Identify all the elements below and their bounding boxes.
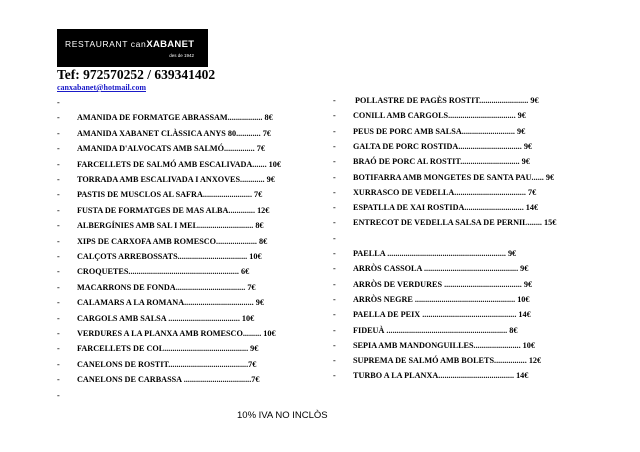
bullet-dash: - <box>57 298 60 308</box>
menu-item <box>333 186 536 200</box>
bullet-dash: - <box>333 371 336 381</box>
bullet-dash: - <box>57 267 60 277</box>
menu-item <box>57 127 271 141</box>
menu-item <box>57 96 77 110</box>
menu-item-text: CALÇOTS ARREBOSSATS.................................. 10€ <box>77 252 262 261</box>
phone-numbers: Tef: 972570252 / 639341402 <box>57 67 216 82</box>
menu-item-text: AMANIDA DE FORMATGE ABRASSAM................. 8€ <box>77 113 273 123</box>
menu-item <box>57 281 256 295</box>
menu-item-text: ENTRECOT DE VEDELLA SALSA DE PERNIL....... 15€ <box>353 218 557 228</box>
bullet-dash: - <box>333 294 336 304</box>
menu-item-text: CONILL AMB CARGOLS................................. 9€ <box>353 111 526 121</box>
menu-item-text: SEPIA AMB MANDONGUILLES....................... 10€ <box>353 340 535 350</box>
menu-item-text: CANELONS DE ROSTIT.......................................7€ <box>77 359 257 369</box>
menu-item <box>333 140 532 154</box>
bullet-dash: - <box>57 390 60 400</box>
bullet-dash: - <box>333 218 336 228</box>
bullet-dash: - <box>333 96 336 105</box>
menu-item <box>57 265 249 279</box>
menu-item <box>333 94 539 108</box>
menu-item-text: FUSTA DE FORMATGES DE MAS ALBA............. 12€ <box>77 205 270 215</box>
menu-item <box>57 142 265 156</box>
logo-title <box>65 39 202 50</box>
menu-item-text: AMANIDA D'ALVOCATS AMB SALMÓ............... 7€ <box>77 144 265 154</box>
menu-item-text: ARRÒS NEGRE ................................................. 10€ <box>353 294 530 304</box>
menu-item-text: POLLASTRE DE PAGÈS ROSTIT........................ 9€ <box>353 96 539 105</box>
menu-item-text: MACARRONS DE FONDA.................................. 7€ <box>77 282 256 292</box>
menu-item <box>333 155 530 169</box>
menu-item-text: CANELONS DE CARBASSA .................................7€ <box>77 375 260 385</box>
menu-item-text: SUPREMA DE SALMÓ AMB BOLETS................ 12€ <box>353 356 542 366</box>
iva-note: 10% IVA NO INCLÒS <box>237 410 328 421</box>
menu-item <box>333 247 516 261</box>
bullet-dash: - <box>57 221 60 231</box>
menu-item <box>333 216 556 230</box>
bullet-dash: - <box>57 159 60 169</box>
menu-item-text: ALBERGÍNIES AMB SAL I MEL........................... 8€ <box>77 221 264 231</box>
menu-item <box>57 389 77 403</box>
bullet-dash: - <box>57 344 60 354</box>
menu-item <box>333 232 353 246</box>
menu-item <box>57 158 281 172</box>
menu-item <box>57 342 258 356</box>
bullet-dash: - <box>333 172 336 182</box>
menu-item <box>333 278 532 292</box>
bullet-dash: - <box>57 128 60 138</box>
menu-item-text: TURBO A LA PLANXA..................................... 14€ <box>353 371 529 381</box>
bullet-dash: - <box>333 141 336 151</box>
menu-item-text: PAELLA DE PEIX .............................................. 14€ <box>353 310 531 320</box>
menu-item <box>57 250 262 264</box>
menu-item-text: PEUS DE PORC AMB SALSA.......................... 9€ <box>353 126 526 136</box>
menu-item <box>333 109 526 123</box>
menu-item <box>333 171 554 185</box>
bullet-dash: - <box>333 356 336 366</box>
bullet-dash: - <box>333 233 336 243</box>
bullet-dash: - <box>333 279 336 289</box>
menu-item <box>57 219 264 233</box>
menu-item <box>57 111 273 125</box>
menu-item <box>57 312 254 326</box>
menu-item-text: FARCELLETS DE COL......................................... 9€ <box>77 344 259 354</box>
menu-item <box>333 354 541 368</box>
bullet-dash: - <box>333 340 336 350</box>
bullet-dash: - <box>57 313 60 323</box>
menu-item-text: CALAMARS A LA ROMANA.................................. 9€ <box>77 298 264 308</box>
menu-item-text: ARRÒS DE VERDURES ...................................... 9€ <box>353 279 533 289</box>
menu-item-text: ESPATLLA DE XAI ROSTIDA............................. 14€ <box>353 203 539 213</box>
bullet-dash: - <box>333 325 336 335</box>
menu-item <box>333 125 525 139</box>
email-link[interactable]: canxabanet@hotmail.com <box>57 83 146 92</box>
menu-item <box>333 308 531 322</box>
bullet-dash: - <box>57 236 60 246</box>
menu-item <box>333 201 538 215</box>
bullet-dash: - <box>57 144 60 154</box>
logo-since: des de 1942 <box>169 53 194 58</box>
bullet-dash: - <box>57 359 60 369</box>
menu-item-text: BOTIFARRA AMB MONGETES DE SANTA PAU...... 9€ <box>353 172 555 182</box>
bullet-dash: - <box>333 203 336 213</box>
menu-item <box>57 188 262 202</box>
bullet-dash: - <box>57 282 60 292</box>
bullet-dash: - <box>57 329 60 338</box>
menu-item <box>57 173 275 187</box>
menu-item-text: CROQUETES...................................................... 6€ <box>77 267 250 277</box>
bullet-dash: - <box>57 190 60 200</box>
menu-item-text: CARGOLS AMB SALSA ................................... 10€ <box>77 313 255 323</box>
menu-item-text: AMANIDA XABANET CLÀSSICA ANYS 80............ 7€ <box>77 128 271 138</box>
menu-item-text: FARCELLETS DE SALMÓ AMB ESCALIVADA....... 10€ <box>77 159 281 169</box>
bullet-dash: - <box>57 98 60 107</box>
bullet-dash: - <box>333 187 336 197</box>
bullet-dash: - <box>57 175 60 184</box>
bullet-dash: - <box>333 126 336 136</box>
bullet-dash: - <box>333 264 336 274</box>
menu-item <box>333 262 528 276</box>
menu-item-text: ARRÒS CASSOLA .............................................. 9€ <box>353 264 529 274</box>
logo-brand: XABANET <box>146 39 195 50</box>
restaurant-logo <box>57 29 208 67</box>
menu-item <box>333 293 530 307</box>
bullet-dash: - <box>57 252 60 261</box>
menu-item-text: BRAÓ DE PORC AL ROSTIT............................. 9€ <box>353 157 530 167</box>
menu-item-text: VERDURES A LA PLANXA AMB ROMESCO......... 10€ <box>77 329 276 338</box>
menu-item <box>57 358 256 372</box>
menu-item-text: FIDEUÀ ........................................................... 8€ <box>353 325 518 335</box>
bullet-dash: - <box>57 375 60 385</box>
menu-item <box>333 369 528 383</box>
bullet-dash: - <box>333 111 336 121</box>
menu-item <box>57 327 276 341</box>
bullet-dash: - <box>57 113 60 123</box>
menu-item-text: TORRADA AMB ESCALIVADA I ANXOVES............ 9€ <box>77 175 275 184</box>
menu-item-text: PAELLA .......................................................... 9€ <box>353 249 517 258</box>
menu-item <box>57 296 264 310</box>
logo-prefix: RESTAURANT can <box>65 39 147 49</box>
menu-item-text: PASTIS DE MUSCLOS AL SAFRA........................ 7€ <box>77 190 263 200</box>
bullet-dash: - <box>333 157 336 167</box>
menu-item-text: XURRASCO DE VEDELLA................................... 7€ <box>353 187 537 197</box>
menu-item <box>333 324 517 338</box>
bullet-dash: - <box>333 249 336 258</box>
menu-item-text: GALTA DE PORC ROSTIDA............................... 9€ <box>353 141 533 151</box>
menu-item <box>57 235 267 249</box>
bullet-dash: - <box>57 205 60 215</box>
menu-item <box>57 204 269 218</box>
menu-item-text: XIPS DE CARXOFA AMB ROMESCO.................... 8€ <box>77 236 268 246</box>
menu-item <box>333 339 535 353</box>
bullet-dash: - <box>333 310 336 320</box>
menu-item <box>57 373 259 387</box>
